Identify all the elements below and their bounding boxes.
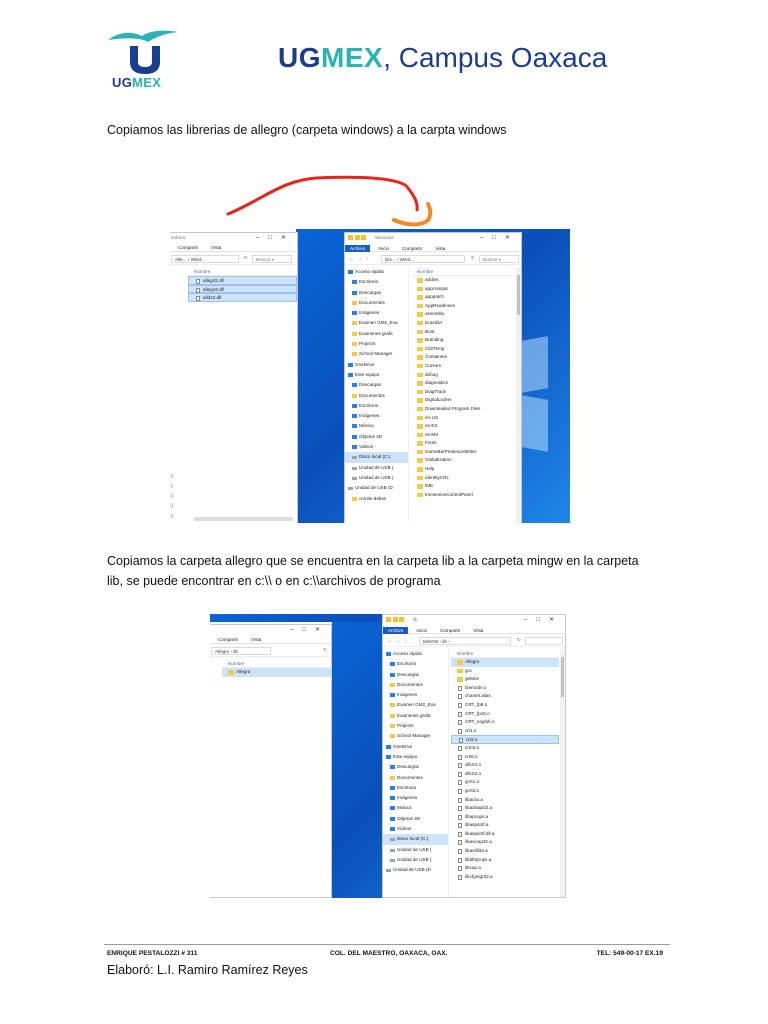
instruction-paragraph-2 [107, 551, 667, 591]
ribbon-tab-vista[interactable]: Vista [211, 245, 222, 250]
folder-icon [417, 304, 423, 309]
nav-item[interactable]: Examen GM2_Exa [345, 318, 408, 328]
folder-icon [417, 433, 423, 438]
folder-icon [417, 321, 423, 326]
file-icon [458, 703, 462, 708]
computer-icon [386, 755, 391, 759]
nav-item[interactable]: Música [345, 421, 408, 431]
instruction-paragraph-2-line-2: lib, se puede encontrar en c:\\ o en c:\\archivos de programa [107, 574, 441, 588]
brand-campus: , Campus Oaxaca [383, 42, 608, 73]
folder-item[interactable]: Downloaded Program Files [411, 405, 515, 414]
explorer-window-mingw-lib [382, 614, 566, 898]
fonts-folder-icon [417, 441, 423, 446]
usb-drive-icon [352, 467, 357, 470]
file-icon [458, 798, 462, 803]
download-icon [352, 383, 357, 387]
window-controls[interactable]: –□✕ [524, 617, 563, 623]
cloud-icon [386, 745, 391, 749]
file-item[interactable]: libbthprops.a [451, 856, 559, 865]
cube-icon [352, 435, 357, 439]
folder-item[interactable]: debug [411, 371, 515, 380]
file-item[interactable]: libasprintf.dll.a [451, 830, 559, 839]
folder-icon [417, 416, 423, 421]
file-list [451, 649, 559, 897]
folder-icon [417, 347, 423, 352]
folder-item[interactable]: es-MX [411, 431, 515, 440]
ribbon-tab-vista[interactable]: Vista [251, 637, 262, 642]
file-item[interactable]: dllcrt2.o [451, 770, 559, 779]
navigation-arrows-icon[interactable]: ←→↑ [387, 638, 411, 643]
folder-item[interactable]: CbsTemp [411, 345, 515, 354]
search-input[interactable] [525, 637, 563, 645]
folder-icon [417, 355, 423, 360]
navigation-arrows-icon[interactable]: ←→↑ [349, 256, 373, 261]
explorer-window-windows [344, 232, 522, 523]
folder-item[interactable]: es-ES [411, 422, 515, 431]
footer-author: Elaboró: L.I. Ramiro Ramírez Reyes [107, 963, 308, 977]
folder-item[interactable]: assembly [411, 310, 515, 319]
folder-icon [417, 390, 423, 395]
nav-item[interactable]: Projects [383, 721, 448, 731]
column-header-nombre[interactable]: Nombre [411, 267, 515, 276]
usb-drive-icon [390, 849, 395, 852]
nav-item[interactable]: Unidad de USB ( [383, 855, 448, 865]
footer-colonia: COL. DEL MAESTRO, OAXACA, OAX. [330, 950, 448, 957]
file-icon [458, 729, 462, 734]
image-icon [390, 693, 395, 697]
file-item[interactable]: libavifil32.a [451, 847, 559, 856]
folder-item[interactable]: bcastdvr [411, 319, 515, 328]
folder-item[interactable]: AppReadiness [411, 302, 515, 311]
nav-item[interactable]: Objetos 3D [383, 814, 448, 824]
music-icon [352, 424, 357, 428]
computer-icon [348, 373, 353, 377]
document-icon [390, 683, 395, 687]
file-icon [458, 694, 462, 699]
refresh-icon[interactable]: ↻ [244, 255, 248, 260]
file-icon [458, 858, 462, 863]
navigation-pane [383, 649, 449, 897]
folder-icon [417, 398, 423, 403]
explorer-window-allegro [210, 624, 332, 898]
nav-item-selected[interactable]: Disco local (C:) [345, 452, 408, 462]
folder-icon [228, 670, 234, 675]
window-title: indows [171, 235, 186, 240]
folder-icon [417, 373, 423, 378]
file-icon [458, 720, 462, 725]
file-icon [458, 832, 462, 837]
folder-icon [417, 424, 423, 429]
horizontal-scrollbar[interactable] [194, 517, 293, 521]
folder-item[interactable]: IdentityCRL [411, 474, 515, 483]
column-header-nombre[interactable]: Nombre [222, 659, 331, 668]
folder-icon [417, 312, 423, 317]
document-icon [390, 776, 395, 780]
instruction-paragraph-1: Copiamos las librerias de allegro (carpeta windows) a la carpta windows [107, 123, 507, 137]
image-icon [390, 796, 395, 800]
nav-item[interactable]: School Manager [383, 731, 448, 741]
nav-item[interactable]: OneDrive [345, 360, 408, 370]
download-icon [390, 765, 395, 769]
file-item[interactable]: libapcups.a [451, 813, 559, 822]
folder-icon [352, 342, 357, 346]
nav-item[interactable]: School Manager [345, 349, 408, 359]
drive-icon [352, 456, 357, 459]
nav-item[interactable]: Documentos [345, 298, 408, 308]
file-item[interactable]: libcfgmgr32.a [451, 873, 559, 882]
folder-icon [457, 660, 463, 665]
folder-item[interactable]: gcc [451, 667, 559, 676]
usb-drive-icon [348, 487, 353, 490]
nav-item[interactable]: Unidad de USB (D [383, 865, 448, 875]
window-title: lib [413, 617, 418, 622]
file-item[interactable]: CRT_fp8.o [451, 701, 559, 710]
instruction-paragraph-2-line-1: Copiamos la carpeta allegro que se encuentra en la carpeta lib a la carpeta mingw en la carpeta [107, 554, 639, 568]
ribbon-tab-compartir[interactable]: Compartir [440, 628, 461, 633]
nav-item[interactable]: Escritorio [383, 783, 448, 793]
folder-icon [390, 703, 395, 707]
quick-access-toolbar[interactable] [348, 235, 368, 241]
folder-item[interactable]: appcompat [411, 285, 515, 294]
folder-item[interactable]: Branding [411, 336, 515, 345]
folder-icon [352, 332, 357, 336]
ribbon-tab-vista[interactable]: Vista [473, 628, 484, 633]
file-list [411, 267, 515, 523]
drag-arrow-annotation [222, 170, 442, 236]
vertical-scrollbar[interactable] [516, 267, 521, 523]
nav-item[interactable]: Imágenes [345, 411, 408, 421]
nav-item[interactable]: Imágenes [383, 690, 448, 700]
ribbon-tab-inicio[interactable]: Inicio [416, 628, 428, 633]
ribbon-tab-archivo[interactable]: Archivo [383, 627, 408, 634]
folder-icon [417, 450, 423, 455]
nav-item[interactable]: comite debes [345, 494, 408, 504]
nav-item[interactable]: Unidad de USB (D [345, 483, 408, 493]
navigation-pane [345, 267, 409, 523]
file-item[interactable]: alld42.dll [188, 293, 297, 302]
nav-item[interactable]: Documentos [383, 680, 448, 690]
folder-item[interactable]: GameBarPresenceWriter [411, 448, 515, 457]
file-icon [458, 772, 462, 777]
ribbon-tab-compartir[interactable]: Compartir [402, 246, 423, 251]
vertical-scrollbar[interactable] [560, 649, 565, 897]
ribbon-tab-compartir[interactable]: Compartir [178, 245, 199, 250]
nav-item[interactable]: Unidad de USB ( [383, 845, 448, 855]
nav-item[interactable]: Videos [345, 442, 408, 452]
image-icon [352, 311, 357, 315]
folder-icon [417, 484, 423, 489]
image-icon [352, 414, 357, 418]
folder-item[interactable]: ImmersiveControlPanel [411, 491, 515, 500]
footer-phone: TEL: 549-00-17 EX.19 [596, 950, 663, 957]
logo-wordmark-mex: MEX [132, 75, 162, 90]
seagull-u-icon [104, 24, 186, 76]
folder-item-selected[interactable]: Allegro [222, 668, 331, 677]
brand-ug: UG [278, 42, 321, 73]
star-icon [348, 270, 353, 274]
file-item[interactable]: crtmt.o [451, 744, 559, 753]
logo-wordmark [112, 75, 161, 90]
nav-item[interactable]: Descargas [383, 762, 448, 772]
file-item[interactable]: libcap.a [451, 864, 559, 873]
search-input[interactable]: Buscar e [479, 255, 519, 263]
cloud-icon [348, 363, 353, 367]
file-item[interactable]: CRT_fp10.o [451, 710, 559, 719]
file-item[interactable]: crtst.o [451, 753, 559, 762]
folder-item[interactable]: Containers [411, 353, 515, 362]
file-icon [458, 840, 462, 845]
ribbon-tab-vista[interactable]: Vista [435, 246, 446, 251]
scrollbar-thumb[interactable] [561, 657, 564, 697]
nav-item[interactable]: Escritorio [383, 659, 448, 669]
column-header-nombre[interactable]: Nombre [188, 267, 297, 276]
document-icon [352, 301, 357, 305]
nav-item[interactable]: Imágenes [345, 308, 408, 318]
file-icon [458, 815, 462, 820]
folder-item[interactable]: Cursors [411, 362, 515, 371]
folder-icon [390, 724, 395, 728]
folder-item-selected[interactable]: Allegro [451, 658, 559, 667]
file-item[interactable]: binmode.o [451, 684, 559, 693]
dll-file-icon [196, 288, 200, 293]
nav-item[interactable]: Imágenes [383, 793, 448, 803]
cube-icon [390, 817, 395, 821]
scrollbar-thumb[interactable] [517, 275, 520, 315]
folder-icon [390, 714, 395, 718]
nav-pane-fragment: :) :) :) :) :) [170, 473, 173, 518]
file-icon [458, 789, 462, 794]
desktop-icon [390, 662, 395, 666]
nav-item[interactable]: Unidad de USB ( [345, 463, 408, 473]
download-icon [390, 673, 395, 677]
footer-divider [104, 944, 670, 945]
file-icon [458, 875, 462, 880]
address-bar[interactable]: Allegro › lib [211, 647, 271, 655]
nav-item[interactable]: Este equipo [345, 370, 408, 380]
nav-item[interactable]: Escritorio [345, 277, 408, 287]
nav-item-selected[interactable]: Disco local (C:) [383, 834, 448, 844]
ribbon-tab-inicio[interactable]: Inicio [378, 246, 390, 251]
screenshot-copy-dlls [170, 229, 570, 523]
file-icon [458, 823, 462, 828]
file-item[interactable]: dllcrt1.o [451, 761, 559, 770]
folder-icon [417, 364, 423, 369]
file-item[interactable]: gcrt1.o [451, 778, 559, 787]
file-icon [458, 849, 462, 854]
brand-mex: MEX [321, 42, 384, 73]
file-icon [458, 763, 462, 768]
video-icon [390, 827, 395, 831]
ribbon-tab-archivo[interactable]: Archivo [345, 245, 370, 252]
folder-item[interactable]: Boot [411, 328, 515, 337]
desktop-icon [352, 280, 357, 284]
file-item[interactable]: gcrt2.o [451, 787, 559, 796]
file-icon [458, 755, 462, 760]
folder-item[interactable]: Globalization [411, 456, 515, 465]
address-bar[interactable]: Dis... › Wind... [381, 255, 465, 263]
column-header-nombre[interactable]: Nombre [451, 649, 559, 658]
file-icon [458, 866, 462, 871]
folder-item[interactable]: en-US [411, 414, 515, 423]
folder-icon [417, 407, 423, 412]
logo-wordmark-ug: UG [112, 75, 133, 90]
file-icon [458, 686, 462, 691]
file-item[interactable]: charset.alias [451, 692, 559, 701]
file-item[interactable]: alleg42.dll [188, 276, 297, 285]
search-input[interactable]: Buscar e [252, 255, 292, 263]
file-item[interactable]: libaclui.a [451, 796, 559, 805]
nav-item[interactable]: Objetos 3D [345, 432, 408, 442]
nav-item[interactable]: Descargas [383, 670, 448, 680]
ribbon-tab-compartir[interactable]: Compartir [218, 637, 239, 642]
file-item[interactable]: CRT_noglob.o [451, 718, 559, 727]
download-icon [352, 291, 357, 295]
folder-icon [417, 467, 423, 472]
file-icon [458, 780, 462, 785]
folder-item[interactable]: diagnostics [411, 379, 515, 388]
window-controls[interactable]: –□✕ [290, 627, 329, 633]
dll-file-icon [196, 279, 200, 284]
folder-icon [417, 381, 423, 386]
nav-item[interactable]: Unidad de USB ( [345, 473, 408, 483]
folder-icon [417, 476, 423, 481]
nav-item[interactable]: Examenes grafic [345, 329, 408, 339]
address-bar[interactable]: Alle... › Wind... [171, 255, 239, 263]
folder-item[interactable]: apppatch [411, 293, 515, 302]
address-bar[interactable]: MinGW › lib › [419, 637, 511, 645]
file-icon [458, 712, 462, 717]
refresh-icon[interactable]: ↻ [323, 647, 327, 652]
folder-icon [352, 497, 357, 501]
nav-item[interactable]: Projects [345, 339, 408, 349]
nav-item[interactable]: OneDrive [383, 742, 448, 752]
nav-item[interactable]: Vídeos [383, 824, 448, 834]
nav-item[interactable]: Acceso rápido [345, 267, 408, 277]
folder-icon [457, 677, 463, 682]
nav-item[interactable]: Descargas [345, 288, 408, 298]
nav-item[interactable]: Documentos [383, 773, 448, 783]
folder-item[interactable]: DiagTrack [411, 388, 515, 397]
folder-item[interactable]: addins [411, 276, 515, 285]
campus-title [278, 42, 607, 74]
screenshot-copy-allegro-folder [210, 614, 566, 898]
nav-item[interactable]: Descargas [345, 380, 408, 390]
folder-icon [417, 493, 423, 498]
nav-item[interactable]: Documentos [345, 391, 408, 401]
file-item[interactable]: libasprintf.a [451, 821, 559, 830]
folder-item[interactable]: IME [411, 482, 515, 491]
window-title: Windows [375, 235, 394, 240]
nav-item[interactable]: Este equipo [383, 752, 448, 762]
file-icon [458, 746, 462, 751]
drive-icon [390, 838, 395, 841]
folder-icon [417, 458, 423, 463]
nav-item[interactable]: Acceso rápido [383, 649, 448, 659]
window-controls[interactable]: –□✕ [480, 235, 519, 241]
usb-drive-icon [386, 869, 391, 872]
star-icon [386, 652, 391, 656]
explorer-window-allegro [170, 232, 298, 523]
usb-drive-icon [390, 859, 395, 862]
file-item[interactable]: alleg42.dll [188, 285, 297, 294]
refresh-icon[interactable]: ↻ [471, 255, 475, 260]
folder-icon [417, 287, 423, 292]
folder-icon [390, 734, 395, 738]
folder-icon [457, 669, 463, 674]
folder-icon [352, 352, 357, 356]
file-item[interactable]: crt1.o [451, 727, 559, 736]
window-controls[interactable]: –□✕ [256, 235, 295, 241]
folder-icon [417, 278, 423, 283]
folder-item[interactable]: Help [411, 465, 515, 474]
folder-item[interactable]: Fonts [411, 439, 515, 448]
desktop-icon [390, 786, 395, 790]
nav-item[interactable]: Música [383, 803, 448, 813]
file-item[interactable]: libavicap32.a [451, 838, 559, 847]
folder-item[interactable]: DigitalLocker [411, 396, 515, 405]
usb-drive-icon [352, 477, 357, 480]
file-icon [459, 738, 463, 743]
file-icon [458, 806, 462, 811]
folder-icon [352, 321, 357, 325]
quick-access-toolbar[interactable] [386, 617, 406, 623]
file-item-hovered[interactable]: crt2.o [451, 735, 559, 744]
footer-address: ENRIQUE PESTALOZZI # 311 [107, 950, 198, 957]
refresh-icon[interactable]: ↻ [517, 637, 521, 642]
nav-item[interactable]: Escritorio [345, 401, 408, 411]
desktop-icon [352, 404, 357, 408]
file-item[interactable]: libadvapi32.a [451, 804, 559, 813]
nav-item[interactable]: Examen GM2_Exa [383, 700, 448, 710]
folder-icon [417, 330, 423, 335]
dll-file-icon [196, 296, 200, 301]
document-icon [352, 394, 357, 398]
music-icon [390, 806, 395, 810]
folder-icon [417, 338, 423, 343]
ugmex-logo [104, 24, 186, 94]
video-icon [352, 445, 357, 449]
folder-icon [417, 295, 423, 300]
folder-item[interactable]: gettext [451, 675, 559, 684]
nav-item[interactable]: Examenes grafic [383, 711, 448, 721]
